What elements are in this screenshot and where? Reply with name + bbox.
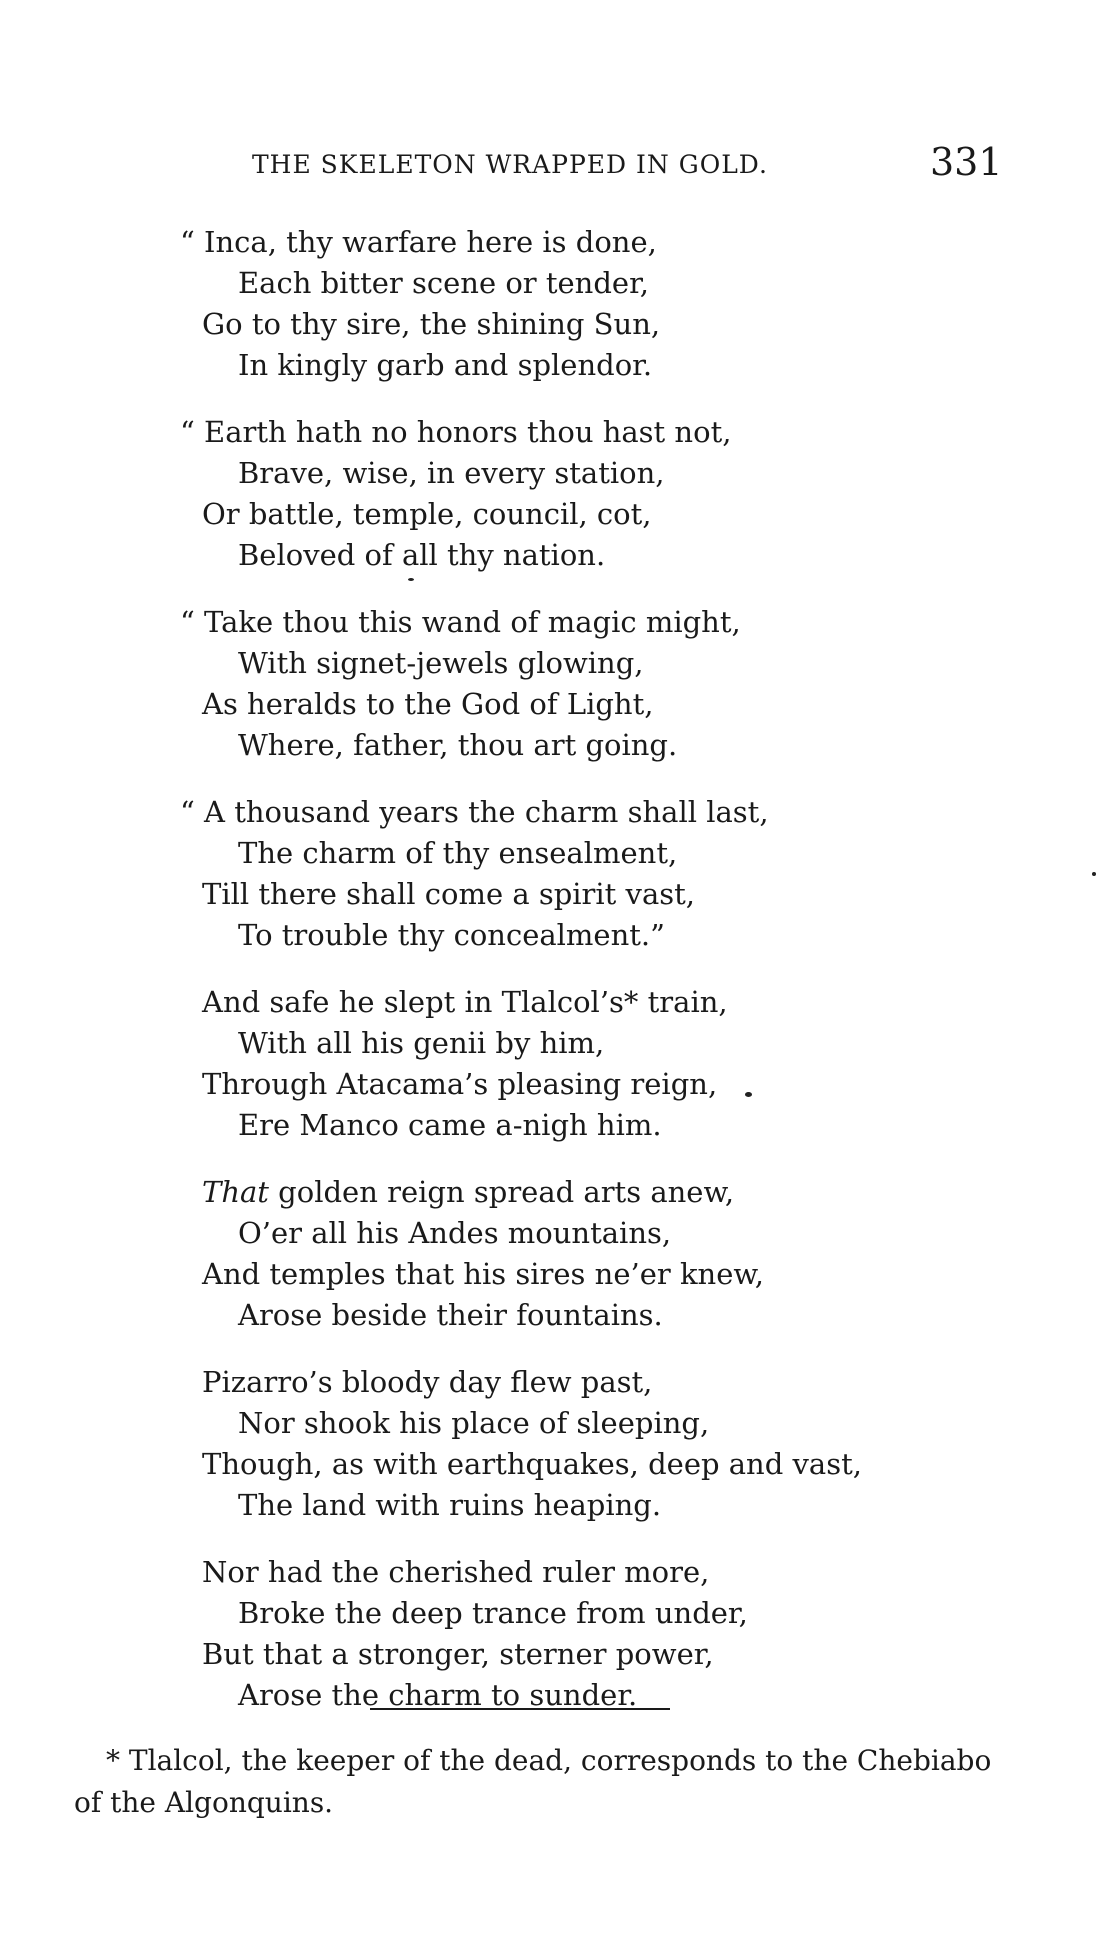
poem-line-rest: golden reign spread arts anew, bbox=[268, 1175, 735, 1209]
footnote: * Tlalcol, the keeper of the dead, corresponds to the Chebiabo of the Algonquins. bbox=[74, 1744, 992, 1819]
poem-line: Till there shall come a spirit vast, bbox=[202, 877, 695, 911]
stanza-3 bbox=[180, 602, 980, 766]
poem-line: “ A thousand years the charm shall last, bbox=[180, 795, 769, 829]
poem-line: The charm of thy ensealment, bbox=[238, 836, 678, 870]
poem-line: To trouble thy concealment.” bbox=[238, 918, 665, 952]
stanza-1 bbox=[180, 222, 980, 386]
poem-line: With signet-jewels glowing, bbox=[238, 646, 644, 680]
poem-line: But that a stronger, sterner power, bbox=[202, 1637, 714, 1671]
poem-line: Arose beside their fountains. bbox=[238, 1298, 663, 1332]
poem-line: Where, father, thou art going. bbox=[238, 728, 678, 762]
stanza-6 bbox=[180, 1172, 980, 1336]
poem-line: Each bitter scene or tender, bbox=[238, 266, 649, 300]
poem bbox=[180, 222, 980, 1742]
poem-line: Or battle, temple, council, cot, bbox=[202, 497, 652, 531]
italic-word: That bbox=[202, 1175, 269, 1209]
print-speck bbox=[408, 578, 414, 581]
poem-line: “ Take thou this wand of magic might, bbox=[180, 605, 741, 639]
page-number: 331 bbox=[930, 140, 1003, 184]
poem-line: In kingly garb and splendor. bbox=[238, 348, 653, 382]
poem-line: O’er all his Andes mountains, bbox=[238, 1216, 672, 1250]
poem-line: And safe he slept in Tlalcol’s* train, bbox=[202, 985, 728, 1019]
poem-line: And temples that his sires ne’er knew, bbox=[202, 1257, 764, 1291]
poem-line: “ Earth hath no honors thou hast not, bbox=[180, 415, 732, 449]
poem-line: “ Inca, thy warfare here is done, bbox=[180, 225, 657, 259]
poem-line: With all his genii by him, bbox=[238, 1026, 605, 1060]
poem-line: Through Atacama’s pleasing reign, bbox=[202, 1067, 718, 1101]
poem-line: Though, as with earthquakes, deep and vast, bbox=[202, 1447, 862, 1481]
print-speck bbox=[1092, 872, 1096, 876]
running-title: THE SKELETON WRAPPED IN GOLD. bbox=[252, 150, 768, 179]
poem-line: Nor had the cherished ruler more, bbox=[202, 1555, 710, 1589]
poem-line: Brave, wise, in every station, bbox=[238, 456, 665, 490]
stanza-8 bbox=[180, 1552, 980, 1716]
stanza-7 bbox=[180, 1362, 980, 1526]
print-speck bbox=[745, 1092, 752, 1097]
poem-line bbox=[180, 1172, 980, 1213]
poem-line: Ere Manco came a-nigh him. bbox=[238, 1108, 662, 1142]
stanza-4 bbox=[180, 792, 980, 956]
poem-line: Beloved of all thy nation. bbox=[238, 538, 606, 572]
poem-line: Broke the deep trance from under, bbox=[238, 1596, 748, 1630]
stanza-2 bbox=[180, 412, 980, 576]
poem-line: The land with ruins heaping. bbox=[238, 1488, 662, 1522]
poem-line: Arose the charm to sunder. bbox=[238, 1678, 638, 1712]
poem-line: Pizarro’s bloody day flew past, bbox=[202, 1365, 653, 1399]
poem-line: Nor shook his place of sleeping, bbox=[238, 1406, 710, 1440]
poem-line: As heralds to the God of Light, bbox=[202, 687, 654, 721]
footnote-divider bbox=[370, 1708, 670, 1710]
poem-line: Go to thy sire, the shining Sun, bbox=[202, 307, 661, 341]
stanza-5 bbox=[180, 982, 980, 1146]
